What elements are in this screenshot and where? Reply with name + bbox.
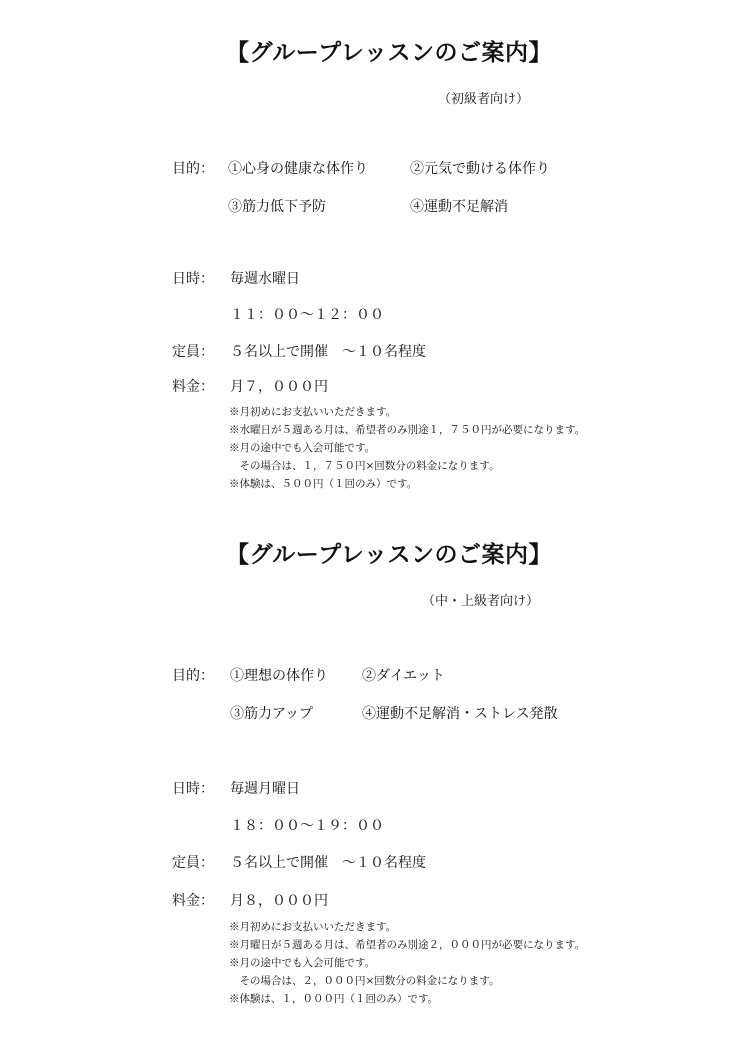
fee-label: 料金： xyxy=(172,379,214,395)
purpose-item: ①心身の健康な体作り xyxy=(228,161,368,177)
fee-notes xyxy=(229,403,585,493)
purpose-item: ③筋力低下予防 xyxy=(228,199,326,215)
note-line: ※体験は、５００円（１回のみ）です。 xyxy=(229,478,418,490)
section-title: 【グループレッスンのご案内】 xyxy=(226,541,553,568)
capacity-label: 定員： xyxy=(172,344,214,360)
note-line: ※体験は、１，０００円（１回のみ）です。 xyxy=(229,993,439,1005)
note-line: その場合は、１，７５０円×回数分の料金になります。 xyxy=(229,460,500,472)
purpose-item: ④運動不足解消 xyxy=(410,199,508,215)
note-line: ※月曜日が５週ある月は、希望者のみ別途２，０００円が必要になります。 xyxy=(229,939,586,951)
purpose-item: ③筋力アップ xyxy=(230,706,314,722)
capacity-value: ５名以上で開催 〜１０名程度 xyxy=(230,855,426,871)
schedule-label: 日時： xyxy=(172,271,214,287)
schedule-label: 日時： xyxy=(172,781,214,797)
schedule-time: １１：００〜１２：００ xyxy=(230,307,384,323)
capacity-label: 定員： xyxy=(172,855,214,871)
note-line: ※月初めにお支払いいただきます。 xyxy=(229,921,397,933)
schedule-time: １８：００〜１９：００ xyxy=(230,818,384,834)
purpose-item: ②ダイエット xyxy=(362,668,445,684)
audience-label: （中・上級者向け） xyxy=(422,594,540,609)
purpose-label: 目的： xyxy=(172,668,214,684)
note-line: ※月の途中でも入会可能です。 xyxy=(229,957,376,969)
purpose-item: ①理想の体作り xyxy=(230,668,328,684)
note-line: ※月の途中でも入会可能です。 xyxy=(229,442,376,454)
fee-notes xyxy=(229,918,585,1008)
capacity-value: ５名以上で開催 〜１０名程度 xyxy=(230,344,426,360)
fee-value: 月８，０００円 xyxy=(230,893,328,909)
purpose-label: 目的： xyxy=(172,161,214,177)
fee-value: 月７，０００円 xyxy=(230,379,328,395)
note-line: その場合は、２，０００円×回数分の料金になります。 xyxy=(229,975,500,987)
purpose-item: ②元気で動ける体作り xyxy=(410,161,550,177)
section-title: 【グループレッスンのご案内】 xyxy=(226,39,553,66)
note-line: ※月初めにお支払いいただきます。 xyxy=(229,406,397,418)
fee-label: 料金： xyxy=(172,893,214,909)
audience-label: （初級者向け） xyxy=(438,92,530,107)
purpose-item: ④運動不足解消・ストレス発散 xyxy=(362,706,558,722)
note-line: ※水曜日が５週ある月は、希望者のみ別途１，７５０円が必要になります。 xyxy=(229,424,586,436)
schedule-day: 毎週水曜日 xyxy=(230,271,300,287)
schedule-day: 毎週月曜日 xyxy=(230,781,300,797)
